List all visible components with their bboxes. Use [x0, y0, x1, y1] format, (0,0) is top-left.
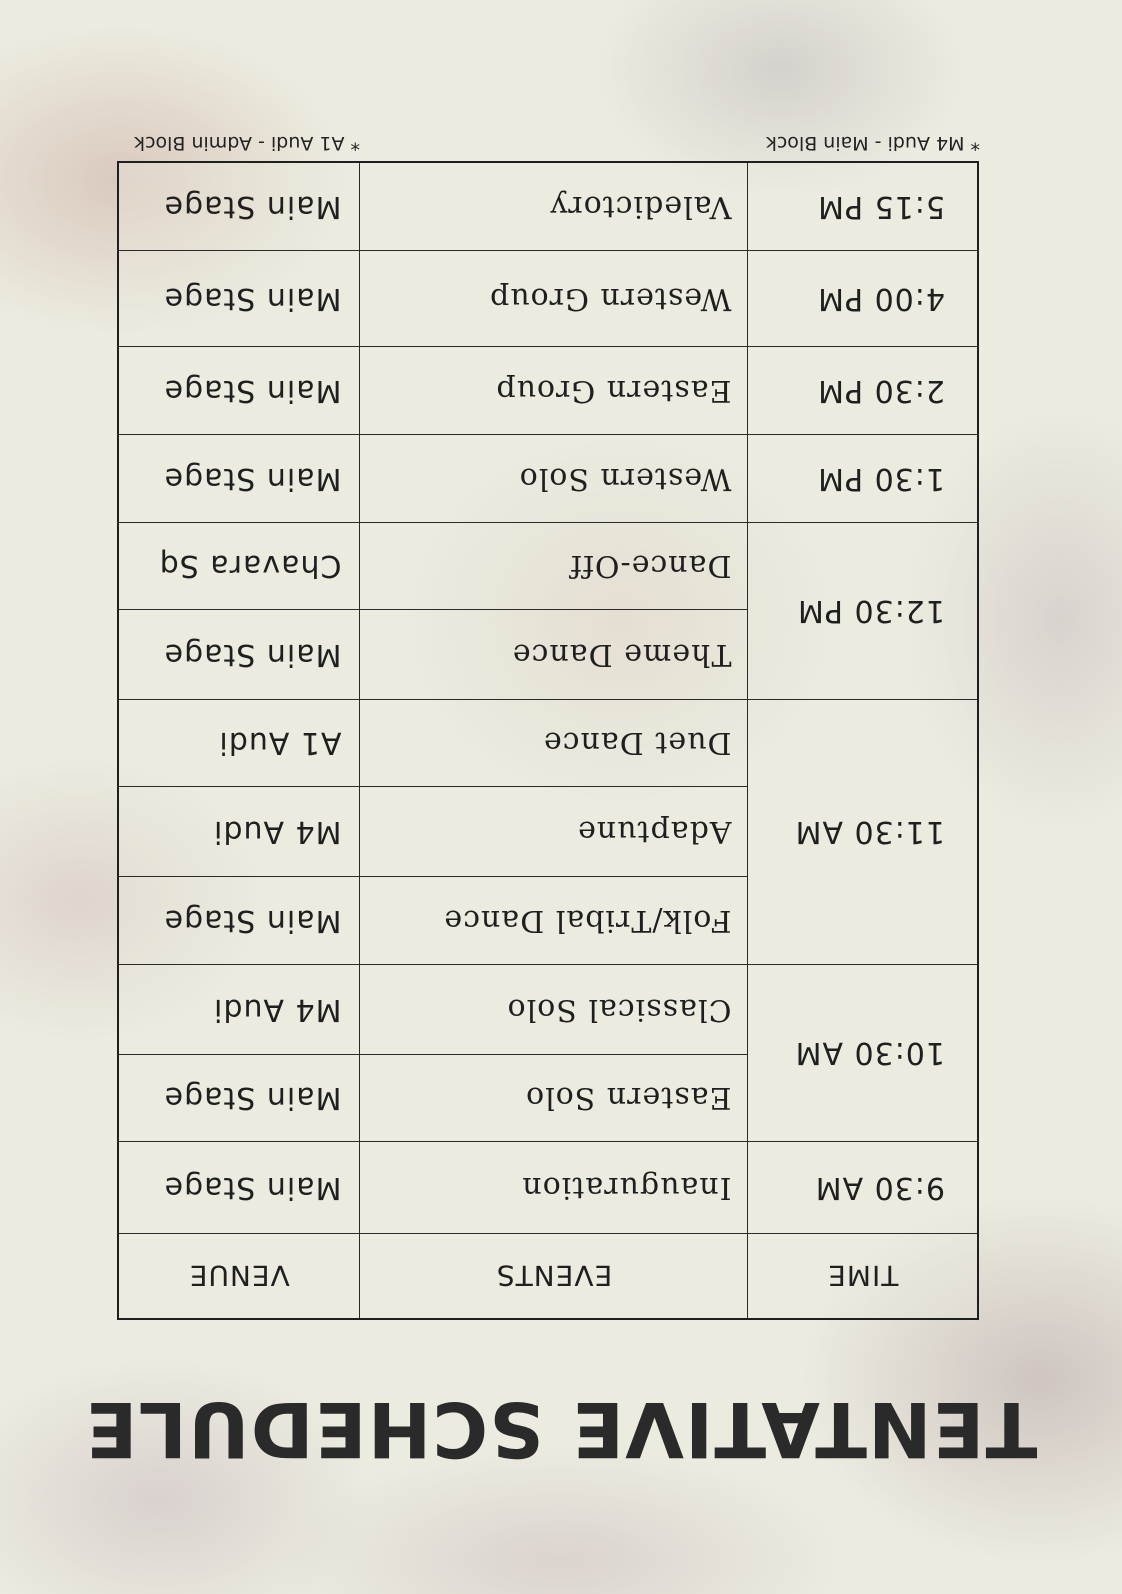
venue-cell: M4 Audi: [118, 965, 360, 1055]
venue-cell: Main Stage: [118, 1142, 360, 1234]
venue-cell: Main Stage: [118, 435, 360, 523]
event-cell: Eastern Group: [360, 347, 748, 435]
event-cell: Folk/Tribal Dance: [360, 877, 748, 965]
venue-cell: Main Stage: [118, 347, 360, 435]
time-cell: 10:30 AM: [748, 965, 978, 1142]
table-row: [118, 877, 978, 965]
table-row: [118, 347, 978, 435]
event-cell: Inauguration: [360, 1142, 748, 1234]
venue-cell: M4 Audi: [118, 787, 360, 877]
venue-cell: Main Stage: [118, 610, 360, 700]
time-cell: 9:30 AM: [748, 1142, 978, 1234]
event-cell: Western Solo: [360, 435, 748, 523]
table-row: [118, 163, 978, 251]
header-venue: VENUE: [118, 1234, 360, 1320]
event-cell: Classical Solo: [360, 965, 748, 1055]
time-cell: 12:30 PM: [748, 523, 978, 700]
schedule-table: [117, 162, 979, 1321]
time-cell: 1:30 PM: [748, 435, 978, 523]
time-cell: 2:30 PM: [748, 347, 978, 435]
table-header-row: [118, 1234, 978, 1320]
venue-cell: Main Stage: [118, 877, 360, 965]
venue-cell: Main Stage: [118, 1055, 360, 1142]
table-row: [118, 251, 978, 347]
header-events: EVENTS: [360, 1234, 748, 1320]
time-cell: 5:15 PM: [748, 163, 978, 251]
note-a1-audi: * A1 Audi - Admin Block: [134, 132, 360, 154]
venue-cell: Main Stage: [118, 163, 360, 251]
time-cell: 11:30 AM: [748, 700, 978, 965]
table-row: [118, 1055, 978, 1142]
table-row: [118, 610, 978, 700]
note-m4-audi: * M4 Audi - Main Block: [765, 132, 980, 154]
event-cell: Adaptune: [360, 787, 748, 877]
event-cell: Theme Dance: [360, 610, 748, 700]
page-title: TENTATIVE SCHEDULE: [84, 1385, 1038, 1474]
header-time: TIME: [748, 1234, 978, 1320]
event-cell: Valedictory: [360, 163, 748, 251]
table-row: [118, 1142, 978, 1234]
venue-cell: A1 Audi: [118, 700, 360, 787]
venue-cell: Main Stage: [118, 251, 360, 347]
event-cell: Dance-Off: [360, 523, 748, 610]
event-cell: Duet Dance: [360, 700, 748, 787]
event-cell: Western Group: [360, 251, 748, 347]
venue-cell: Chavara Sq: [118, 523, 360, 610]
table-row: [118, 435, 978, 523]
event-cell: Eastern Solo: [360, 1055, 748, 1142]
time-cell: 4:00 PM: [748, 251, 978, 347]
